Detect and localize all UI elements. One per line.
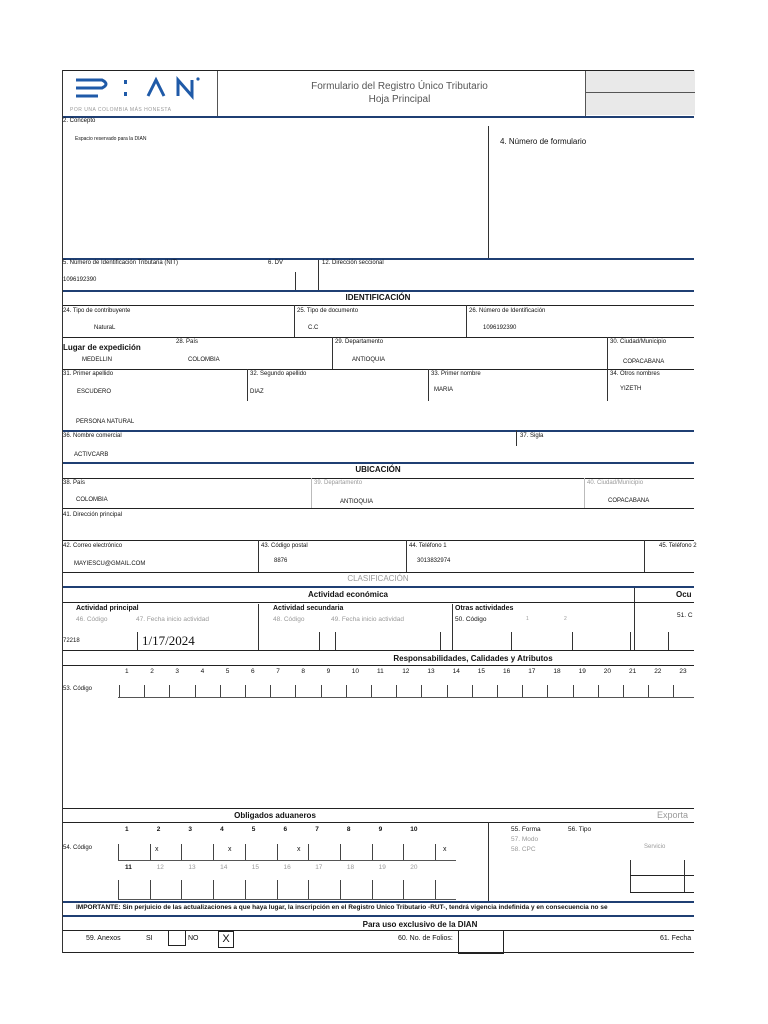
resp-number-1: 1 — [125, 668, 129, 675]
adu-number-14: 14 — [220, 864, 228, 871]
header — [62, 70, 694, 117]
resp-number-3: 3 — [175, 668, 180, 675]
adu-number-17: 17 — [315, 864, 323, 871]
resp-number-7: 7 — [276, 668, 280, 675]
fecha47-label: 47. Fecha inicio actividad — [136, 616, 209, 623]
resp-box-9[interactable] — [321, 685, 322, 697]
adu-box-top-11[interactable] — [435, 844, 436, 860]
resp-number-10: 10 — [351, 668, 360, 675]
nit-value[interactable]: 1096192390 — [63, 277, 97, 283]
depto-exp-value[interactable]: ANTIOQUIA — [352, 357, 386, 363]
resp-box-13[interactable] — [421, 685, 422, 697]
section-clasificacion: CLASIFICACIÓN — [347, 574, 409, 583]
resp-number-12: 12 — [402, 668, 410, 675]
adu-box-bottom-4[interactable] — [213, 880, 214, 899]
adu-number-15: 15 — [251, 864, 260, 871]
cpc-label: 58. CPC — [511, 846, 536, 853]
resp-box-8[interactable] — [295, 685, 296, 697]
servicio-label: Servicio — [644, 844, 666, 850]
section-identificacion: IDENTIFICACIÓN — [345, 293, 411, 302]
seccional-label: 12. Dirección seccional — [322, 260, 384, 266]
actividad-principal-label: Actividad principal — [76, 605, 139, 612]
forma-label: 55. Forma — [511, 826, 541, 833]
reserved-label: Espacio reservado para la DIAN — [75, 136, 147, 142]
resp-number-8: 8 — [301, 668, 306, 675]
adu-box-bottom-7[interactable] — [308, 880, 309, 899]
resp-number-20: 20 — [603, 668, 612, 675]
adu-box-bottom-6[interactable] — [277, 880, 278, 899]
nombre-comercial-value[interactable]: ACTIVCARB — [74, 452, 109, 458]
codigo50-label: 50. Código — [455, 616, 487, 623]
modo-label: 57. Modo — [511, 836, 539, 843]
resp-box-3[interactable] — [169, 685, 170, 697]
adu-number-19: 19 — [378, 864, 386, 871]
adu-number-3: 3 — [188, 826, 193, 833]
adu-box-top-7[interactable] — [308, 844, 309, 860]
resp-number-14: 14 — [452, 668, 460, 675]
no-checkbox-mark: X — [222, 933, 230, 945]
resp-number-17: 17 — [528, 668, 536, 675]
resp-box-5[interactable] — [220, 685, 221, 697]
resp-number-19: 19 — [578, 668, 586, 675]
adu-box-top-2[interactable] — [150, 844, 151, 860]
otras-actividades-label: Otras actividades — [455, 605, 514, 612]
form-subtitle: Hoja Principal — [368, 94, 431, 105]
correo-label: 42. Correo electrónico — [63, 543, 123, 549]
primer-nombre-label: 33. Primer nombre — [431, 371, 481, 377]
fecha47-value[interactable]: 1/17/2024 — [142, 633, 195, 648]
adu-number-6: 6 — [283, 826, 288, 833]
codigo46-value[interactable]: 72218 — [63, 638, 80, 644]
form-number-label: 4. Número de formulario — [500, 137, 587, 146]
direccion-label: 41. Dirección principal — [63, 512, 123, 518]
adu-number-2: 2 — [156, 826, 161, 833]
postal-label: 43. Código postal — [261, 543, 308, 549]
lugar-expedicion-label: Lugar de expedición — [63, 343, 141, 352]
resp-number-5: 5 — [225, 668, 230, 675]
resp-number-6: 6 — [251, 668, 255, 675]
dian-logo-icon — [68, 72, 208, 108]
responsabilidades-title: Responsabilidades, Calidades y Atributos — [393, 654, 553, 663]
no-label: NO — [188, 935, 199, 942]
adu-number-12: 12 — [156, 864, 164, 871]
adu-number-5: 5 — [251, 826, 256, 833]
adu-number-13: 13 — [188, 864, 196, 871]
resp-box-20[interactable] — [598, 685, 599, 697]
adu-box-top-4[interactable] — [213, 844, 214, 860]
segundo-apellido-label: 32. Segundo apellido — [250, 371, 307, 377]
si-checkbox[interactable] — [168, 930, 186, 946]
primer-apellido-value[interactable]: ESCUDERO — [77, 389, 112, 395]
depto-exp-label: 29. Departamento — [335, 339, 384, 345]
codigo54-label: 54. Código — [63, 845, 93, 851]
nombre-comercial-label: 36. Nombre comercial — [63, 433, 122, 439]
adu-number-9: 9 — [378, 826, 383, 833]
nit-label: 5. Número de Identificación Tributaria (NIT) — [63, 260, 179, 266]
resp-number-21: 21 — [629, 668, 637, 675]
adu-box-bottom-5[interactable] — [245, 880, 246, 899]
adu-box-top-1[interactable] — [118, 844, 119, 860]
uso-dian-label: Para uso exclusivo de la DIAN — [362, 920, 478, 929]
otros-nombres-label: 34. Otros nombres — [610, 371, 660, 377]
adu-number-10: 10 — [410, 826, 418, 833]
resp-box-12[interactable] — [396, 685, 397, 697]
resp-box-16[interactable] — [497, 685, 498, 697]
adu-mark-4[interactable]: x — [443, 846, 447, 853]
resp-box-23[interactable] — [673, 685, 674, 697]
adu-box-top-8[interactable] — [340, 844, 341, 860]
codigo53-label: 53. Código — [63, 686, 93, 692]
otras-num-1: 1 — [526, 616, 529, 622]
adu-box-top-9[interactable] — [372, 844, 373, 860]
tipo-doc-value[interactable]: C.C — [308, 325, 319, 331]
resp-number-15: 15 — [477, 668, 486, 675]
ciudad-label: 30. Ciudad/Municipio — [610, 339, 667, 345]
adu-number-7: 7 — [315, 826, 319, 833]
adu-box-top-3[interactable] — [181, 844, 182, 860]
tel1-value[interactable]: 3013832974 — [417, 558, 451, 564]
adu-box-bottom-9[interactable] — [372, 880, 373, 899]
adu-box-bottom-2[interactable] — [150, 880, 151, 899]
section-ubicacion: UBICACIÓN — [355, 465, 401, 474]
ubic-pais-label: 38. País — [63, 480, 86, 486]
tel2-label: 45. Teléfono 2 — [659, 543, 697, 549]
fecha61-label: 61. Fecha — [660, 935, 692, 942]
resp-number-18: 18 — [553, 668, 561, 675]
resp-number-16: 16 — [503, 668, 511, 675]
adu-box-bottom-11[interactable] — [435, 880, 436, 899]
adu-number-11: 11 — [125, 864, 132, 871]
ubic-ciudad-label: 40. Ciudad/Municipio — [587, 480, 644, 486]
ocupacion-label: Ocu — [676, 590, 692, 599]
importante-text: IMPORTANTE: Sin perjuicio de las actualizaciones a que haya lugar, la inscripción en el Registro Único Tributario -RUT-, tendrá vigencia indefinida y en consecuencia no se — [76, 904, 608, 911]
otros-nombres-value[interactable]: YIZETH — [620, 386, 642, 392]
sigla-label: 37. Sigla — [520, 433, 544, 439]
resp-box-21[interactable] — [623, 685, 624, 697]
ciudad-value[interactable]: COPACABANA — [623, 359, 665, 365]
adu-number-18: 18 — [346, 864, 355, 871]
resp-box-19[interactable] — [573, 685, 574, 697]
actividad-secundaria-label: Actividad secundaria — [273, 605, 344, 612]
primer-apellido-label: 31. Primer apellido — [63, 371, 114, 377]
adu-mark-2[interactable]: x — [228, 846, 232, 853]
resp-box-10[interactable] — [346, 685, 347, 697]
razon-social-value[interactable]: PERSONA NATURAL — [76, 419, 135, 425]
adu-number-4: 4 — [220, 826, 224, 833]
adu-box-top-6[interactable] — [277, 844, 278, 860]
num-id-label: 26. Número de Identificación — [469, 308, 546, 314]
resp-number-23: 23 — [679, 668, 687, 675]
no-checkbox[interactable] — [218, 931, 234, 948]
adu-mark-1[interactable]: x — [155, 846, 159, 853]
ubic-pais-value[interactable]: COLOMBIA — [76, 497, 108, 503]
tipo-contrib-label: 24. Tipo de contribuyente — [63, 308, 131, 314]
codigo48-label: 48. Código — [273, 616, 305, 623]
fecha49-label: 49. Fecha inicio actividad — [331, 616, 404, 623]
label-51: 51. C — [677, 612, 693, 619]
aduaneros-title: Obligados aduaneros — [234, 811, 316, 820]
primer-nombre-value[interactable]: MARIA — [434, 387, 454, 393]
num-id-value[interactable]: 1096192390 — [483, 325, 517, 331]
codigo46-label: 46. Código — [76, 616, 108, 623]
pais-exp-value[interactable]: COLOMBIA — [188, 357, 220, 363]
form-title: Formulario del Registro Único Tributario — [311, 81, 488, 92]
tipo-doc-label: 25. Tipo de documento — [297, 308, 359, 314]
resp-box-1[interactable] — [119, 685, 120, 697]
resp-box-4[interactable] — [195, 685, 196, 697]
resp-number-13: 13 — [427, 668, 435, 675]
resp-box-6[interactable] — [245, 685, 246, 697]
adu-number-20: 20 — [410, 864, 418, 871]
resp-box-14[interactable] — [447, 685, 448, 697]
folios-field[interactable] — [458, 930, 504, 954]
adu-number-8: 8 — [346, 826, 351, 833]
adu-box-bottom-1[interactable] — [118, 880, 119, 899]
adu-box-bottom-8[interactable] — [340, 880, 341, 899]
resp-number-4: 4 — [200, 668, 205, 675]
resp-box-15[interactable] — [472, 685, 473, 697]
resp-number-9: 9 — [326, 668, 331, 675]
logo — [62, 70, 218, 117]
ubic-ciudad-value[interactable]: COPACABANA — [608, 498, 650, 504]
resp-box-2[interactable] — [144, 685, 145, 697]
postal-value[interactable]: 8876 — [274, 558, 288, 564]
adu-box-bottom-3[interactable] — [181, 880, 182, 899]
exportadores-label: Exporta — [657, 810, 689, 820]
segundo-apellido-value[interactable]: DIAZ — [250, 389, 264, 395]
correo-value[interactable]: MAYIESCU@GMAIL.COM — [74, 561, 146, 567]
adu-mark-3[interactable]: x — [297, 846, 301, 853]
resp-number-2: 2 — [150, 668, 154, 675]
adu-box-top-10[interactable] — [403, 844, 404, 860]
resp-number-22: 22 — [654, 668, 662, 675]
dv-label: 6. DV — [268, 260, 284, 266]
resp-number-11: 11 — [377, 668, 384, 675]
resp-box-17[interactable] — [522, 685, 523, 697]
adu-number-1: 1 — [125, 826, 129, 833]
tipo-label: 56. Tipo — [568, 826, 592, 833]
ubic-depto-value[interactable]: ANTIOQUIA — [340, 499, 374, 505]
actividad-economica-title: Actividad económica — [307, 590, 389, 599]
tipo-contrib-value[interactable]: NaturaL — [94, 325, 116, 331]
otras-num-2: 2 — [564, 616, 567, 622]
concepto-label: 2. Concepto — [63, 118, 96, 124]
resp-box-18[interactable] — [547, 685, 548, 697]
adu-box-bottom-10[interactable] — [403, 880, 404, 899]
adu-box-top-5[interactable] — [245, 844, 246, 860]
folios-label: 60. No. de Folios: — [398, 935, 453, 942]
resp-box-22[interactable] — [648, 685, 649, 697]
adu-number-16: 16 — [283, 864, 291, 871]
ubic-depto-label: 39. Departamento — [314, 480, 363, 486]
anexos-label: 59. Anexos — [86, 935, 121, 942]
pais-exp-label: 28. País — [176, 339, 199, 345]
header-right-box — [585, 70, 695, 117]
tel1-label: 44. Teléfono 1 — [409, 543, 447, 549]
resp-box-7[interactable] — [270, 685, 271, 697]
logo-tagline: POR UNA COLOMBIA MÁS HONESTA — [70, 107, 172, 113]
ciudad-exp-value[interactable]: MEDELLIN — [82, 357, 113, 363]
si-label: SI — [146, 935, 153, 942]
resp-box-11[interactable] — [371, 685, 372, 697]
